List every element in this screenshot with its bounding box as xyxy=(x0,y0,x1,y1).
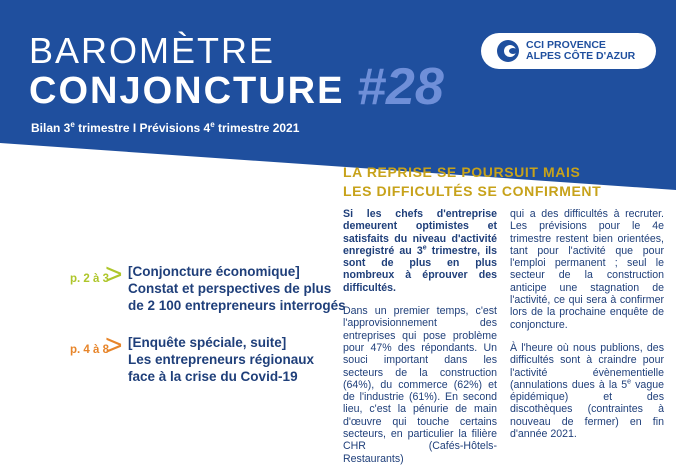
subtitle-part3: trimestre 2021 xyxy=(214,121,300,135)
title-line1: BAROMÈTRE xyxy=(29,30,276,71)
article-headline xyxy=(343,163,663,201)
toc-text xyxy=(128,334,314,385)
subtitle-sup2: e xyxy=(210,120,215,129)
lead-text-a: Si les chefs d'entreprise demeurent optimistes et satisfaits du niveau d'activité enregistré au 3 xyxy=(343,208,497,257)
lead-sup: e xyxy=(422,244,427,252)
chevron-right-icon: > xyxy=(105,258,123,291)
subtitle xyxy=(31,120,299,135)
toc-pages: p. 2 à 3 xyxy=(70,273,109,285)
subtitle-part1: Bilan 3 xyxy=(31,121,71,135)
issue-number: #28 xyxy=(357,58,444,116)
headline-line2: LES DIFFICULTÉS SE CONFIRMENT xyxy=(343,183,602,199)
subtitle-part2: trimestre I Prévisions 4 xyxy=(74,121,211,135)
cci-logo xyxy=(481,33,656,69)
article-column-1 xyxy=(343,208,497,476)
body-paragraph: qui a des difficultés à recruter. Les prévisions pour le 4e trimestre restent bien orientées, tant pour l'activité que pour l'emploi permanent ; seul le secteur de la construction anticipe une stagnation de l'activité, ce qui sera à confirmer lors de la prochaine enquête de conjoncture. xyxy=(510,208,664,331)
logo-line2: ALPES CÔTE D'AZUR xyxy=(526,50,636,62)
toc-line2: Constat et perspectives de plus xyxy=(128,281,332,296)
body-paragraph: Dans un premier temps, c'est l'approvisionnement des entreprises qui pose problème pour 47% des répondants. Un souci important dans les secteurs de la construction (64%), du commerce (62%) et de l'industrie (61%). En second lieu, c'est la pénurie de main d'œuvre qui touche certains secteurs, en particulier la filière CHR (Cafés-Hôtels-Restaurants) xyxy=(343,305,497,465)
p2-text-a: À l'heure où nous publions, des difficultés sont à craindre pour l'activité évènementielle (annulations dues à la 5 xyxy=(510,341,664,391)
article-column-2 xyxy=(510,208,664,451)
headline-line1: LA REPRISE SE POURSUIT MAIS xyxy=(343,164,581,180)
logo-line1: CCI PROVENCE xyxy=(526,39,606,51)
toc-line2: Les entrepreneurs régionaux xyxy=(128,352,315,367)
toc-pages: p. 4 à 8 xyxy=(70,344,109,356)
subtitle-sup1: e xyxy=(70,120,75,129)
cci-logo-text xyxy=(526,40,635,62)
toc-line1: [Enquête spéciale, suite] xyxy=(128,335,287,350)
chevron-right-icon: > xyxy=(105,329,123,362)
body-paragraph xyxy=(510,342,664,440)
toc-line3: face à la crise du Covid-19 xyxy=(128,369,298,384)
p2-sup: e xyxy=(627,378,632,386)
toc-text xyxy=(128,263,346,314)
toc-line3: de 2 100 entrepreneurs interrogés xyxy=(128,298,346,313)
lead-paragraph xyxy=(343,208,497,294)
lead-text-b: trimestre, ils sont de plus en plus nombreux à éprouver des difficultés. xyxy=(343,244,497,294)
toc-line1: [Conjoncture économique] xyxy=(128,264,300,279)
p2-text-b: vague épidémique) et des discothèques (contraintes à nouveau de fermer) en fin d'année 2021. xyxy=(510,378,664,441)
cci-logo-icon xyxy=(497,40,519,62)
title-line2: CONJONCTURE xyxy=(29,70,345,112)
